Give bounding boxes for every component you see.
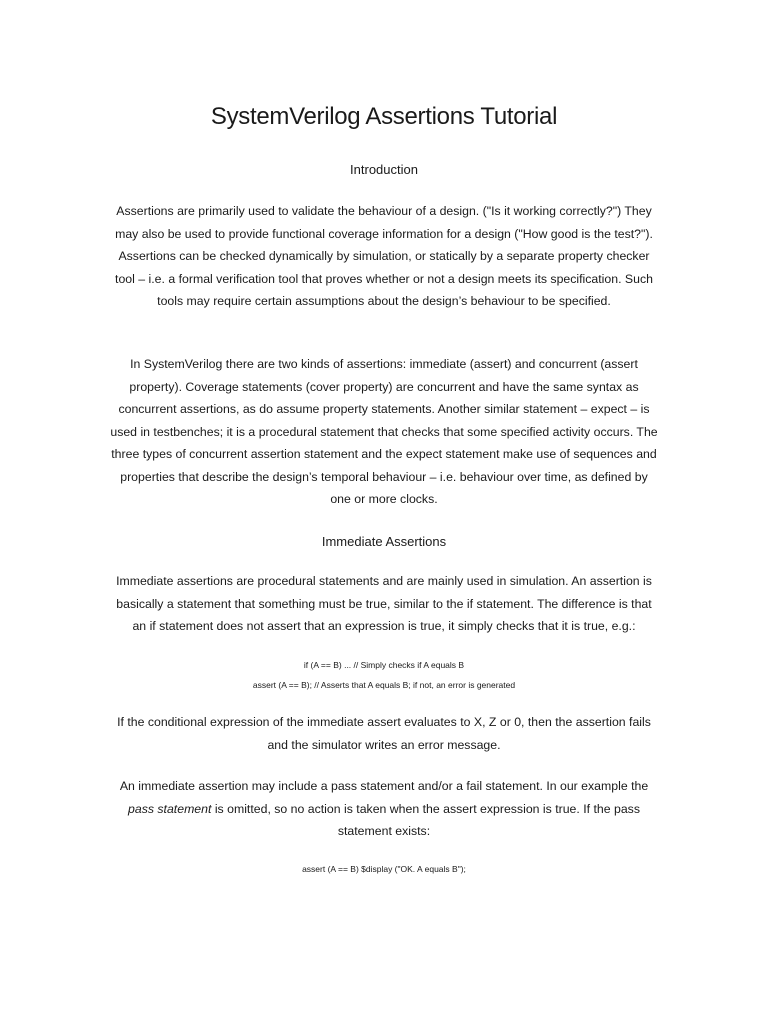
section-heading-immediate-assertions: Immediate Assertions	[321, 534, 447, 549]
intro-paragraph-2: In SystemVerilog there are two kinds of assertions: immediate (assert) and concurrent (assert property). Coverage statements (cover property) are concurrent and have the same syntax as concurrent assertions, as do assume property statements. Another similar statement – expect – is used in testbenches; it is a procedural statement that checks that some specified activity occurs. The three types of concurrent assertion statement and the expect statement make use of sequences and properties that describe the design’s temporal behaviour – i.e. behaviour over time, as defined by one or more clocks.	[110, 357, 658, 506]
paragraph-3-text-before: An immediate assertion may include a pass statement and/or a fail statement. In our example the	[119, 779, 649, 793]
code-line-if: if (A == B) ... // Simply checks if A equals B	[303, 660, 465, 670]
immediate-paragraph-3	[110, 775, 658, 843]
code-line-assert-display: assert (A == B) $display ("OK. A equals B");	[302, 864, 466, 874]
immediate-paragraph-2: If the conditional expression of the immediate assert evaluates to X, Z or 0, then the assertion fails and the simulator writes an error message.	[117, 715, 651, 752]
paragraph-3-text-after: is omitted, so no action is taken when the assert expression is true. If the pass statement exists:	[211, 801, 640, 838]
document-title: SystemVerilog Assertions Tutorial	[210, 103, 558, 130]
code-line-assert: assert (A == B); // Asserts that A equals B; if not, an error is generated	[252, 680, 516, 690]
section-heading-introduction: Introduction	[350, 162, 418, 177]
pass-statement-emphasis: pass statement	[128, 801, 212, 816]
intro-paragraph-1: Assertions are primarily used to validate the behaviour of a design. ("Is it working correctly?") They may also be used to provide functional coverage information for a design ("How good is the test?"). Assertions can be checked dynamically by simulation, or statically by a separate property checker tool – i.e. a formal verification tool that proves whether or not a design meets its specification. Such tools may require certain assumptions about the design’s behaviour to be specified.	[115, 204, 653, 308]
immediate-paragraph-1: Immediate assertions are procedural statements and are mainly used in simulation. An assertion is basically a statement that something must be true, similar to the if statement. The difference is that an if statement does not assert that an expression is true, it simply checks that it is true, e.g.:	[116, 574, 652, 633]
